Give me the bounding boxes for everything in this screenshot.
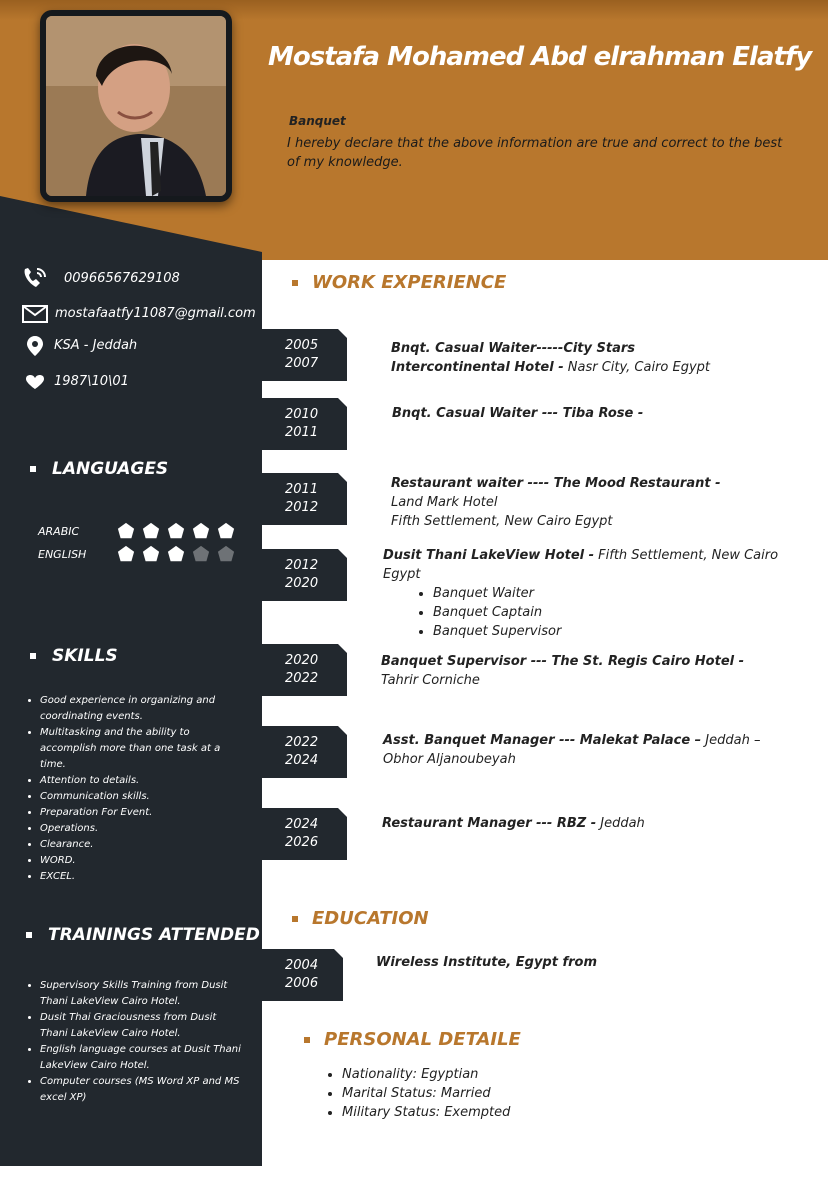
skill-item: • Operations. bbox=[40, 821, 232, 837]
skill-item: • Good experience in organizing and coordinating events. bbox=[40, 693, 232, 725]
rating-dot-filled bbox=[167, 522, 185, 540]
rating-dot-filled bbox=[142, 545, 160, 563]
skill-item: • Clearance. bbox=[40, 837, 232, 853]
languages-heading: LANGUAGES bbox=[30, 459, 168, 479]
email-icon bbox=[22, 305, 48, 327]
location-text: KSA - Jeddah bbox=[54, 338, 138, 353]
skills-heading: SKILLS bbox=[30, 646, 118, 666]
skill-item: • Communication skills. bbox=[40, 789, 232, 805]
position-label: Banquet bbox=[289, 114, 346, 128]
job-entry: Dusit Thani LakeView Hotel - Fifth Settlement, New Cairo Egypt • Banquet Waiter • Banquet Captain • Banquet Supervisor bbox=[383, 546, 803, 641]
location-pin-icon bbox=[26, 335, 44, 361]
declaration-text: I hereby declare that the above information are true and correct to the best of my knowledge. bbox=[287, 136, 783, 170]
role-item: • Banquet Waiter bbox=[433, 584, 803, 603]
rating-dot-empty bbox=[217, 545, 235, 563]
candidate-name: Mostafa Mohamed Abd elrahman Elatfy bbox=[268, 42, 812, 72]
job-years-tab: 2024 2026 bbox=[261, 808, 347, 860]
rating-dot-filled bbox=[192, 522, 210, 540]
rating-dot-filled bbox=[117, 522, 135, 540]
skill-item: • EXCEL. bbox=[40, 869, 232, 885]
language-rating-english bbox=[117, 545, 235, 563]
job-years-tab: 2012 2020 bbox=[261, 549, 347, 601]
heart-icon bbox=[25, 374, 45, 394]
education-entry: Wireless Institute, Egypt from bbox=[376, 955, 598, 970]
education-heading: EDUCATION bbox=[292, 908, 429, 929]
skill-item: • WORD. bbox=[40, 853, 232, 869]
personal-detail-item: • Nationality: Egyptian bbox=[342, 1065, 722, 1084]
job-years-tab: 2022 2024 bbox=[261, 726, 347, 778]
language-name-english: ENGLISH bbox=[38, 548, 87, 561]
training-item: • Dusit Thai Graciousness from Dusit Thani LakeView Cairo Hotel. bbox=[40, 1010, 242, 1042]
work-experience-heading: WORK EXPERIENCE bbox=[292, 272, 506, 293]
personal-detail-item: • Military Status: Exempted bbox=[342, 1103, 722, 1122]
role-item: • Banquet Supervisor bbox=[433, 622, 803, 641]
phone-icon bbox=[22, 266, 48, 294]
role-item: • Banquet Captain bbox=[433, 603, 803, 622]
rating-dot-empty bbox=[192, 545, 210, 563]
rating-dot-filled bbox=[142, 522, 160, 540]
job-entry: Restaurant waiter ---- The Mood Restaurant - Land Mark Hotel Fifth Settlement, New Cairo Egypt bbox=[391, 476, 721, 529]
education-years-tab: 2004 2006 bbox=[261, 949, 343, 1001]
personal-detail-item: • Marital Status: Married bbox=[342, 1084, 722, 1103]
language-name-arabic: ARABIC bbox=[38, 525, 80, 538]
training-item: • Computer courses (MS Word XP and MS excel XP) bbox=[40, 1074, 242, 1106]
personal-details-list bbox=[322, 1065, 722, 1122]
phone-number[interactable]: 00966567629108 bbox=[64, 271, 180, 286]
job-years-tab: 2010 2011 bbox=[261, 398, 347, 450]
job-entry: Bnqt. Casual Waiter-----City Stars Intercontinental Hotel - Nasr City, Cairo Egypt bbox=[391, 341, 711, 375]
job-entry: Banquet Supervisor --- The St. Regis Cairo Hotel - Tahrir Corniche bbox=[381, 654, 745, 688]
email-address[interactable]: mostafaatfy11087@gmail.com bbox=[55, 306, 256, 321]
training-item: • English language courses at Dusit Thani LakeView Cairo Hotel. bbox=[40, 1042, 242, 1074]
job-entry: Restaurant Manager --- RBZ - Jeddah bbox=[382, 816, 645, 831]
job-years-tab: 2011 2012 bbox=[261, 473, 347, 525]
rating-dot-filled bbox=[167, 545, 185, 563]
job-years-tab: 2020 2022 bbox=[261, 644, 347, 696]
personal-details-heading: PERSONAL DETAILE bbox=[304, 1029, 521, 1050]
training-item: • Supervisory Skills Training from Dusit Thani LakeView Cairo Hotel. bbox=[40, 978, 242, 1010]
rating-dot-filled bbox=[217, 522, 235, 540]
skills-list bbox=[22, 693, 232, 885]
trainings-heading: TRAININGS ATTENDED bbox=[26, 925, 260, 945]
job-years-tab: 2005 2007 bbox=[261, 329, 347, 381]
trainings-list bbox=[22, 978, 242, 1106]
birthdate-text: 1987\10\01 bbox=[54, 374, 129, 389]
rating-dot-filled bbox=[117, 545, 135, 563]
skill-item: • Multitasking and the ability to accomplish more than one task at a time. bbox=[40, 725, 232, 773]
profile-photo bbox=[46, 16, 226, 196]
job-entry: Asst. Banquet Manager --- Malekat Palace – Jeddah – Obhor Aljanoubeyah bbox=[383, 733, 761, 767]
skill-item: • Attention to details. bbox=[40, 773, 232, 789]
skill-item: • Preparation For Event. bbox=[40, 805, 232, 821]
job-entry: Bnqt. Casual Waiter --- Tiba Rose - bbox=[392, 406, 644, 421]
language-rating-arabic bbox=[117, 522, 235, 540]
profile-photo-frame bbox=[40, 10, 232, 202]
